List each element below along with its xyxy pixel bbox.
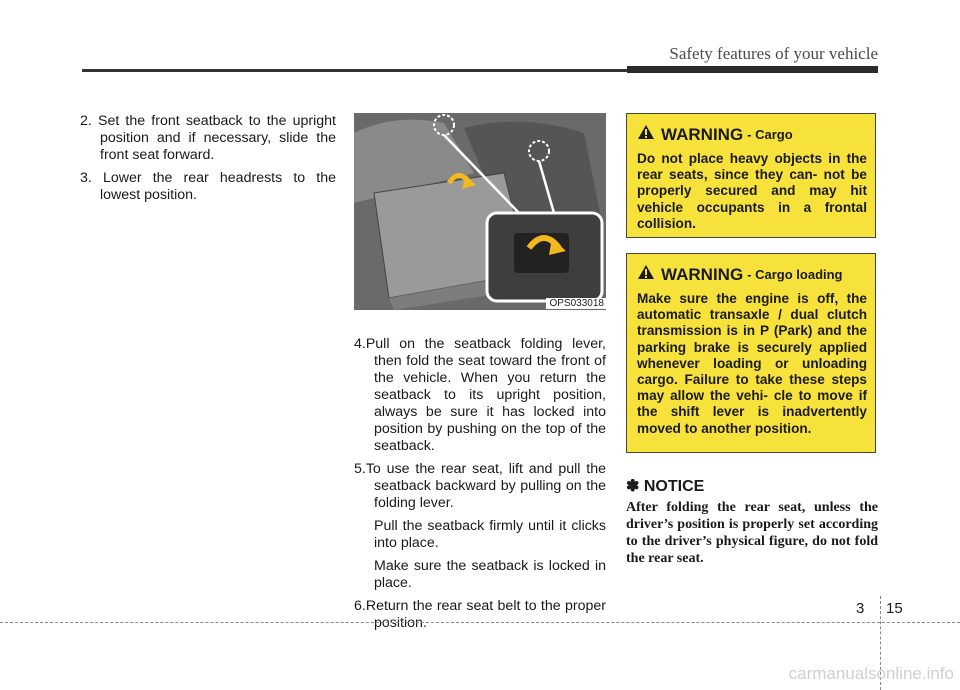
warning-cargo-word: WARNING — [661, 124, 744, 144]
rear-seat-illustration — [354, 113, 606, 310]
warning-loading-body: Make sure the engine is off, the automatic transaxle / dual clutch transmission is in P (Park) and the parking brake is securely applied whenever loading or unloading cargo. Failure to take these steps may allow the vehi- cle to move if the shift lever is inadvertently moved to another position. — [637, 291, 867, 436]
step-3: 3. Lower the rear headrests to the lowest position. — [80, 170, 336, 203]
warning-triangle-icon — [637, 124, 655, 145]
footer-rule — [0, 622, 960, 623]
step-6: 6.Return the rear seat belt to the proper position. — [354, 598, 606, 631]
chapter-number: 3 — [856, 600, 865, 617]
step-5: 5.To use the rear seat, lift and pull the seatback backward by pulling on the folding lever. — [354, 461, 606, 511]
step-5-note-1: Pull the seatback firmly until it clicks into place. — [374, 518, 606, 551]
warning-cargo-header — [637, 124, 867, 145]
page-header-title: Safety features of your vehicle — [669, 44, 878, 63]
warning-triangle-icon — [637, 264, 655, 285]
notice-body: After folding the rear seat, unless the driver’s position is properly set according to the driver’s physical figure, do not fold the rear seat. — [626, 500, 878, 566]
warning-cargo-subtitle: - Cargo — [747, 127, 793, 142]
rear-seat-photo — [354, 113, 606, 310]
warning-cargo-body: Do not place heavy objects in the rear seats, since they can- not be properly secured and may hit vehicle occupants in a frontal collision. — [637, 151, 867, 231]
page-number: 15 — [886, 600, 903, 617]
warning-cargo-box — [626, 113, 876, 238]
warning-loading-subtitle: - Cargo loading — [747, 267, 843, 282]
watermark: carmanualsonline.info — [788, 664, 954, 683]
step-2: 2. Set the front seatback to the upright position and if necessary, slide the front seat forward. — [80, 113, 336, 163]
middle-column — [354, 336, 606, 638]
warning-cargo-loading-box — [626, 253, 876, 453]
warning-loading-word: WARNING — [661, 264, 744, 284]
step-4: 4.Pull on the seatback folding lever, then fold the seat toward the front of the vehicle. When you return the seatback to its upright position, always be sure it has locked into position by pushing on the top of the seatback. — [354, 336, 606, 454]
figure-caption: OPS033018 — [546, 298, 607, 309]
figure-caption-wrap — [354, 298, 606, 309]
step-5-note-2: Make sure the seatback is locked in place. — [374, 558, 606, 591]
left-column — [80, 113, 336, 210]
warning-loading-header — [637, 264, 867, 285]
notice-title: ✽ NOTICE — [626, 478, 705, 495]
header-rule-accent — [627, 66, 878, 73]
